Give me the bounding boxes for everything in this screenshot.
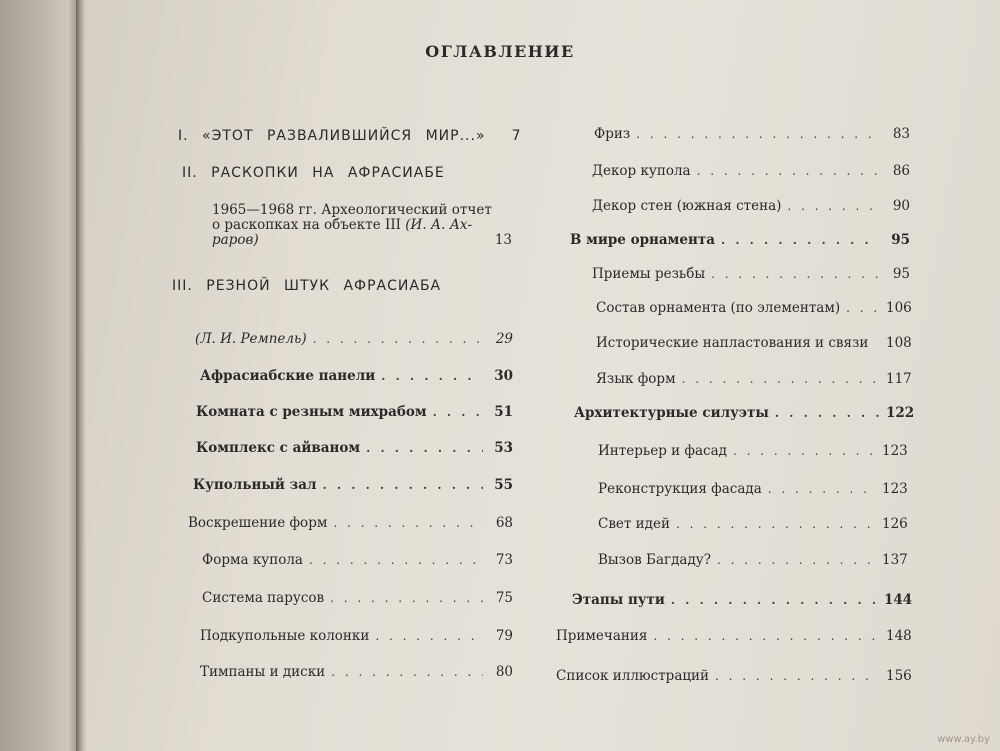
toc-page: 108	[886, 335, 912, 351]
toc-page: 86	[892, 163, 910, 179]
toc-entry	[592, 163, 910, 179]
toc-entry	[598, 516, 906, 532]
toc-page: 156	[886, 668, 912, 684]
toc-chapter-1	[178, 128, 522, 144]
toc-entry	[202, 552, 513, 568]
toc-label: Купольный зал	[193, 477, 317, 493]
toc-entry	[592, 266, 910, 282]
toc-sub-line1: 1965—1968 гг. Археологический отчет	[212, 202, 492, 218]
toc-entry	[196, 440, 513, 456]
page-title: ОГЛАВЛЕНИЕ	[425, 42, 575, 61]
toc-label: Интерьер и фасад	[598, 443, 727, 459]
toc-entry	[188, 515, 513, 531]
toc-label: В мире орнамента	[570, 232, 715, 248]
toc-label: Подкупольные колонки	[200, 628, 370, 644]
toc-page: 148	[886, 628, 912, 644]
toc-label: Комплекс с айваном	[196, 440, 361, 456]
toc-label: Язык форм	[596, 371, 676, 387]
toc-page: 95	[892, 266, 910, 282]
toc-page: 75	[495, 590, 513, 606]
toc-entry	[202, 590, 513, 606]
toc-sub-author-b: раров)	[212, 232, 259, 248]
toc-label: III. РЕЗНОЙ ШТУК АФРАСИАБА	[172, 278, 442, 294]
toc-page: 117	[886, 371, 912, 387]
toc-entry	[200, 664, 513, 680]
toc-entry	[193, 477, 513, 493]
toc-page: 80	[495, 664, 513, 680]
toc-label: Свет идей	[598, 516, 670, 532]
toc-page: 79	[495, 628, 513, 644]
toc-page: 122	[886, 405, 915, 421]
left-page-edge	[0, 0, 80, 751]
toc-page: 51	[494, 404, 513, 420]
toc-label: Архитектурные силуэты	[574, 405, 769, 421]
toc-sub-line2a: о раскопках на объекте III	[212, 217, 406, 233]
book-gutter	[76, 0, 86, 751]
toc-sub-line3	[212, 233, 512, 248]
toc-entry	[598, 481, 906, 497]
toc-page: 55	[494, 477, 513, 493]
toc-label: Этапы пути	[572, 592, 665, 608]
toc-entry	[596, 300, 910, 316]
toc-page: 137	[882, 552, 908, 568]
toc-chapter-2	[182, 165, 472, 181]
toc-label: Состав орнамента (по элементам)	[596, 300, 841, 316]
toc-label: Примечания	[556, 628, 648, 644]
toc-entry	[570, 232, 910, 248]
toc-label: Реконструкция фасада	[598, 481, 762, 497]
toc-label: Афрасиабские панели	[200, 368, 376, 384]
toc-sub-line2	[212, 218, 512, 233]
toc-label: Приемы резьбы	[592, 266, 706, 282]
toc-entry	[598, 552, 906, 568]
toc-label: Комната с резным михрабом	[196, 404, 427, 420]
toc-label: Тимпаны и диски	[200, 664, 326, 680]
toc-page: 144	[884, 592, 913, 608]
watermark: www.ay.by	[937, 734, 990, 745]
toc-entry	[200, 628, 513, 644]
toc-page: 123	[882, 481, 908, 497]
toc-label: II. РАСКОПКИ НА АФРАСИАБЕ	[182, 165, 445, 181]
toc-label: Система парусов	[202, 590, 325, 606]
toc-label: Воскрешение форм	[188, 515, 328, 531]
toc-label: (Л. И. Ремпель)	[195, 331, 307, 347]
toc-entry	[196, 404, 513, 420]
toc-entry	[195, 331, 513, 347]
toc-page: 7	[511, 128, 522, 144]
toc-entry	[596, 371, 910, 387]
toc-entry	[574, 405, 915, 421]
toc-page: 83	[892, 126, 910, 142]
toc-entry	[592, 198, 910, 214]
toc-page: 68	[495, 515, 513, 531]
toc-chapter-3	[172, 278, 492, 294]
toc-entry	[598, 443, 906, 459]
toc-label: Декор стен (южная стена)	[592, 198, 782, 214]
toc-entry	[572, 592, 913, 608]
toc-page: 30	[494, 368, 513, 384]
toc-chapter-2-subentry	[212, 203, 512, 248]
toc-page: 90	[892, 198, 910, 214]
toc-entry	[596, 335, 910, 351]
toc-label: Список иллюстраций	[556, 668, 710, 684]
toc-label: I. «ЭТОТ РАЗВАЛИВШИЙСЯ МИР...»	[178, 128, 486, 144]
toc-entry	[200, 368, 513, 384]
toc-page: 95	[891, 232, 910, 248]
toc-sub-author-a: (И. А. Ах-	[405, 217, 473, 233]
toc-page: 13	[494, 232, 512, 248]
toc-label: Исторические напластования и связи	[596, 335, 869, 351]
toc-label: Фриз	[594, 126, 631, 142]
toc-page: 29	[495, 331, 513, 347]
toc-entry	[556, 628, 910, 644]
toc-entry	[594, 126, 910, 142]
toc-page: 53	[494, 440, 513, 456]
toc-label: Форма купола	[202, 552, 303, 568]
toc-page: 73	[495, 552, 513, 568]
toc-page: 123	[882, 443, 908, 459]
toc-label: Декор купола	[592, 163, 691, 179]
toc-label: Вызов Багдаду?	[598, 552, 711, 568]
toc-page: 106	[886, 300, 912, 316]
toc-entry	[556, 668, 910, 684]
toc-page: 126	[882, 516, 908, 532]
